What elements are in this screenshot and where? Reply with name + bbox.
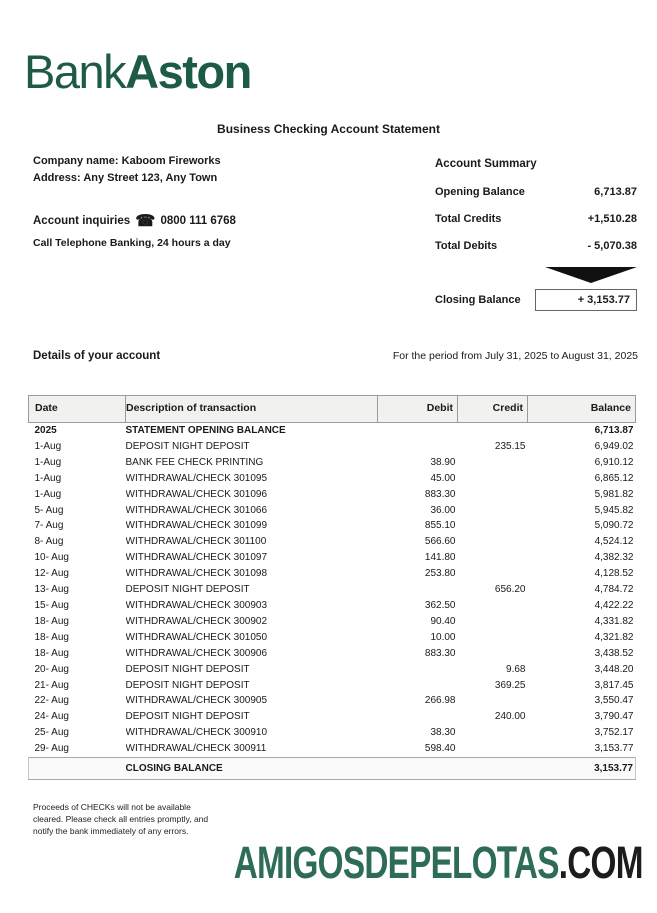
cell-date: 1-Aug bbox=[34, 440, 62, 452]
company-info bbox=[33, 153, 221, 186]
cell-balance: 4,422.22 bbox=[594, 599, 634, 611]
page-title: Business Checking Account Statement bbox=[217, 122, 440, 136]
cell-date: 1-Aug bbox=[34, 488, 62, 500]
transactions-body bbox=[29, 423, 636, 758]
cell-credit bbox=[458, 455, 528, 471]
cell-debit: 10.00 bbox=[430, 631, 456, 643]
cell-description: WITHDRAWAL/CHECK 301098 bbox=[125, 568, 268, 580]
cell-description: WITHDRAWAL/CHECK 300903 bbox=[125, 599, 268, 611]
cell-balance: 3,817.45 bbox=[594, 679, 634, 691]
telephone-banking-line: Call Telephone Banking, 24 hours a day bbox=[33, 237, 231, 249]
cell-credit bbox=[458, 614, 528, 630]
cell-date: 10- Aug bbox=[34, 552, 69, 564]
summary-row-credits bbox=[435, 213, 637, 225]
cell-date: 15- Aug bbox=[34, 599, 69, 611]
cell-credit bbox=[458, 487, 528, 503]
table-row bbox=[29, 646, 636, 662]
cell-debit: 855.10 bbox=[424, 520, 456, 532]
cell-date: 29- Aug bbox=[34, 743, 69, 755]
table-row bbox=[29, 487, 636, 503]
total-credits-label: Total Credits bbox=[435, 213, 502, 225]
cell-description: WITHDRAWAL/CHECK 300902 bbox=[125, 615, 268, 627]
cell-debit: 45.00 bbox=[430, 472, 456, 484]
table-row bbox=[29, 566, 636, 582]
cell-credit bbox=[458, 646, 528, 662]
footer-notice bbox=[33, 802, 208, 838]
table-row bbox=[29, 630, 636, 646]
table-row bbox=[29, 678, 636, 694]
watermark bbox=[233, 837, 643, 888]
cell-description: WITHDRAWAL/CHECK 301099 bbox=[125, 520, 268, 532]
cell-debit: 883.30 bbox=[424, 647, 456, 659]
cell-description: WITHDRAWAL/CHECK 300911 bbox=[125, 743, 267, 755]
cell-credit bbox=[458, 630, 528, 646]
cell-credit bbox=[458, 550, 528, 566]
cell-description: DEPOSIT NIGHT DEPOSIT bbox=[125, 584, 250, 596]
cell-balance: 6,713.87 bbox=[594, 425, 634, 436]
cell-credit: 369.25 bbox=[494, 679, 526, 691]
cell-balance: 3,448.20 bbox=[594, 663, 634, 675]
table-row bbox=[29, 693, 636, 709]
cell-description: WITHDRAWAL/CHECK 301096 bbox=[125, 488, 268, 500]
cell-debit: 883.30 bbox=[424, 488, 456, 500]
cell-description: WITHDRAWAL/CHECK 301095 bbox=[125, 472, 268, 484]
table-row bbox=[29, 662, 636, 678]
cell-description: DEPOSIT NIGHT DEPOSIT bbox=[125, 711, 250, 723]
cell-date: 18- Aug bbox=[34, 615, 69, 627]
transactions-footer bbox=[29, 758, 636, 780]
cell-date: 7- Aug bbox=[34, 520, 64, 532]
cell-credit bbox=[458, 566, 528, 582]
cell-description: CLOSING BALANCE bbox=[126, 758, 378, 780]
cell-debit bbox=[378, 709, 458, 725]
details-header bbox=[33, 350, 638, 362]
cell-debit: 38.90 bbox=[430, 456, 456, 468]
cell-debit bbox=[378, 423, 458, 439]
account-summary-heading: Account Summary bbox=[435, 158, 537, 170]
cell-date: 8- Aug bbox=[34, 536, 64, 548]
table-row bbox=[29, 582, 636, 598]
opening-balance-value: 6,713.87 bbox=[594, 186, 637, 198]
cell-credit bbox=[458, 534, 528, 550]
cell-date: 12- Aug bbox=[34, 568, 69, 580]
cell-description: WITHDRAWAL/CHECK 301100 bbox=[125, 536, 267, 548]
cell-credit: 235.15 bbox=[494, 440, 526, 452]
bank-logo-word-aston: Aston bbox=[125, 45, 251, 98]
table-row bbox=[29, 455, 636, 471]
cell-date: 1-Aug bbox=[34, 456, 62, 468]
table-row bbox=[29, 614, 636, 630]
footer-notice-line: Proceeds of CHECKs will not be available bbox=[33, 802, 191, 812]
footer-notice-line: cleared. Please check all entries promptly, and bbox=[33, 813, 209, 824]
column-header-description: Description of transaction bbox=[126, 396, 378, 423]
column-header-credit: Credit bbox=[458, 396, 528, 423]
cell-debit bbox=[378, 758, 458, 780]
cell-credit bbox=[458, 741, 528, 757]
column-header-debit: Debit bbox=[378, 396, 458, 423]
cell-date: 1-Aug bbox=[34, 472, 62, 484]
cell-description: WITHDRAWAL/CHECK 300905 bbox=[125, 695, 268, 707]
phone-number: 0800 111 6768 bbox=[160, 215, 236, 227]
cell-debit bbox=[378, 678, 458, 694]
cell-date: 24- Aug bbox=[34, 711, 69, 723]
cell-debit: 598.40 bbox=[424, 743, 456, 755]
closing-balance-row bbox=[29, 758, 636, 780]
cell-balance: 3,752.17 bbox=[594, 727, 634, 739]
total-debits-value: - 5,070.38 bbox=[587, 240, 637, 252]
account-summary bbox=[435, 158, 637, 311]
cell-debit: 141.80 bbox=[424, 552, 456, 564]
cell-description: BANK FEE CHECK PRINTING bbox=[125, 456, 264, 468]
cell-credit bbox=[458, 598, 528, 614]
cell-balance: 3,153.77 bbox=[594, 743, 634, 755]
cell-balance: 3,153.77 bbox=[528, 758, 636, 780]
cell-description: WITHDRAWAL/CHECK 300906 bbox=[125, 647, 268, 659]
transactions-table bbox=[28, 395, 636, 780]
cell-balance: 5,945.82 bbox=[594, 504, 634, 516]
table-row bbox=[29, 518, 636, 534]
bank-logo bbox=[24, 45, 251, 98]
total-credits-value: +1,510.28 bbox=[587, 213, 637, 225]
cell-date: 25- Aug bbox=[34, 727, 69, 739]
cell-credit bbox=[458, 758, 528, 780]
cell-balance: 4,524.12 bbox=[594, 536, 634, 548]
cell-debit: 362.50 bbox=[424, 599, 456, 611]
cell-debit: 266.98 bbox=[424, 695, 456, 707]
cell-balance: 4,128.52 bbox=[594, 568, 634, 580]
column-header-balance: Balance bbox=[528, 396, 636, 423]
watermark-suffix: .COM bbox=[559, 837, 643, 888]
table-row bbox=[29, 503, 636, 519]
cell-date bbox=[29, 758, 126, 780]
summary-row-closing bbox=[435, 289, 637, 311]
cell-date: 21- Aug bbox=[34, 679, 69, 691]
cell-credit bbox=[458, 503, 528, 519]
table-row bbox=[29, 598, 636, 614]
transactions-table-header bbox=[29, 396, 636, 423]
cell-balance: 6,910.12 bbox=[594, 456, 634, 468]
cell-balance: 3,790.47 bbox=[594, 711, 634, 723]
cell-date: 18- Aug bbox=[34, 631, 69, 643]
statement-period: For the period from July 31, 2025 to August 31, 2025 bbox=[392, 350, 638, 362]
cell-debit: 566.60 bbox=[424, 536, 456, 548]
summary-row-opening bbox=[435, 186, 637, 198]
table-row bbox=[29, 471, 636, 487]
cell-balance: 3,438.52 bbox=[594, 647, 634, 659]
cell-credit bbox=[458, 693, 528, 709]
cell-date: 2025 bbox=[34, 425, 57, 436]
table-row bbox=[29, 550, 636, 566]
cell-balance: 6,865.12 bbox=[594, 472, 634, 484]
company-name-line: Company name: Kaboom Fireworks bbox=[33, 155, 221, 167]
opening-balance-label: Opening Balance bbox=[435, 186, 525, 198]
table-row bbox=[29, 709, 636, 725]
details-heading: Details of your account bbox=[33, 350, 161, 362]
cell-credit bbox=[458, 725, 528, 741]
table-row bbox=[29, 439, 636, 455]
table-row bbox=[29, 534, 636, 550]
opening-balance-row bbox=[29, 423, 636, 439]
cell-debit bbox=[378, 662, 458, 678]
footer-notice-line: notify the bank immediately of any errors. bbox=[33, 825, 189, 836]
summary-row-debits bbox=[435, 240, 637, 252]
cell-description: WITHDRAWAL/CHECK 301066 bbox=[125, 504, 268, 516]
cell-balance: 4,784.72 bbox=[594, 584, 634, 596]
cell-debit bbox=[378, 439, 458, 455]
cell-description: STATEMENT OPENING BALANCE bbox=[125, 425, 286, 436]
cell-description: DEPOSIT NIGHT DEPOSIT bbox=[125, 663, 250, 675]
cell-debit: 90.40 bbox=[430, 615, 456, 627]
bank-logo-word-bank: Bank bbox=[24, 45, 126, 98]
cell-description: WITHDRAWAL/CHECK 300910 bbox=[125, 727, 268, 739]
cell-date: 13- Aug bbox=[34, 584, 69, 596]
account-inquiries-line bbox=[33, 211, 236, 231]
total-debits-label: Total Debits bbox=[435, 240, 498, 252]
cell-description: DEPOSIT NIGHT DEPOSIT bbox=[125, 440, 250, 452]
cell-date: 18- Aug bbox=[34, 647, 69, 659]
cell-credit bbox=[458, 518, 528, 534]
cell-debit: 253.80 bbox=[424, 568, 456, 580]
cell-credit: 656.20 bbox=[494, 584, 526, 596]
cell-date: 5- Aug bbox=[34, 504, 64, 516]
cell-debit: 36.00 bbox=[430, 504, 456, 516]
cell-balance: 5,090.72 bbox=[594, 520, 634, 532]
cell-description: WITHDRAWAL/CHECK 301050 bbox=[125, 631, 268, 643]
closing-balance-value: + 3,153.77 bbox=[535, 289, 637, 311]
column-header-date: Date bbox=[29, 396, 126, 423]
cell-balance: 3,550.47 bbox=[594, 695, 634, 707]
cell-credit bbox=[458, 423, 528, 439]
cell-debit: 38.30 bbox=[430, 727, 456, 739]
phone-icon: ☎ bbox=[135, 213, 156, 230]
cell-balance: 4,321.82 bbox=[594, 631, 634, 643]
cell-balance: 6,949.02 bbox=[594, 440, 634, 452]
table-row bbox=[29, 725, 636, 741]
cell-date: 20- Aug bbox=[34, 663, 69, 675]
closing-balance-label: Closing Balance bbox=[435, 294, 521, 306]
cell-credit: 9.68 bbox=[506, 663, 526, 675]
company-address-line: Address: Any Street 123, Any Town bbox=[33, 171, 218, 184]
arrow-down-icon bbox=[545, 267, 637, 283]
cell-credit bbox=[458, 471, 528, 487]
cell-credit: 240.00 bbox=[494, 711, 526, 723]
cell-balance: 5,981.82 bbox=[594, 488, 634, 500]
cell-balance: 4,331.82 bbox=[594, 615, 634, 627]
cell-description: WITHDRAWAL/CHECK 301097 bbox=[125, 552, 268, 564]
cell-debit bbox=[378, 582, 458, 598]
cell-balance: 4,382.32 bbox=[594, 552, 634, 564]
account-inquiries-label: Account inquiries bbox=[33, 215, 131, 227]
cell-description: DEPOSIT NIGHT DEPOSIT bbox=[125, 679, 250, 691]
watermark-main: AMIGOSDEPELOTAS bbox=[233, 837, 560, 888]
cell-date: 22- Aug bbox=[34, 695, 69, 707]
table-row bbox=[29, 741, 636, 757]
